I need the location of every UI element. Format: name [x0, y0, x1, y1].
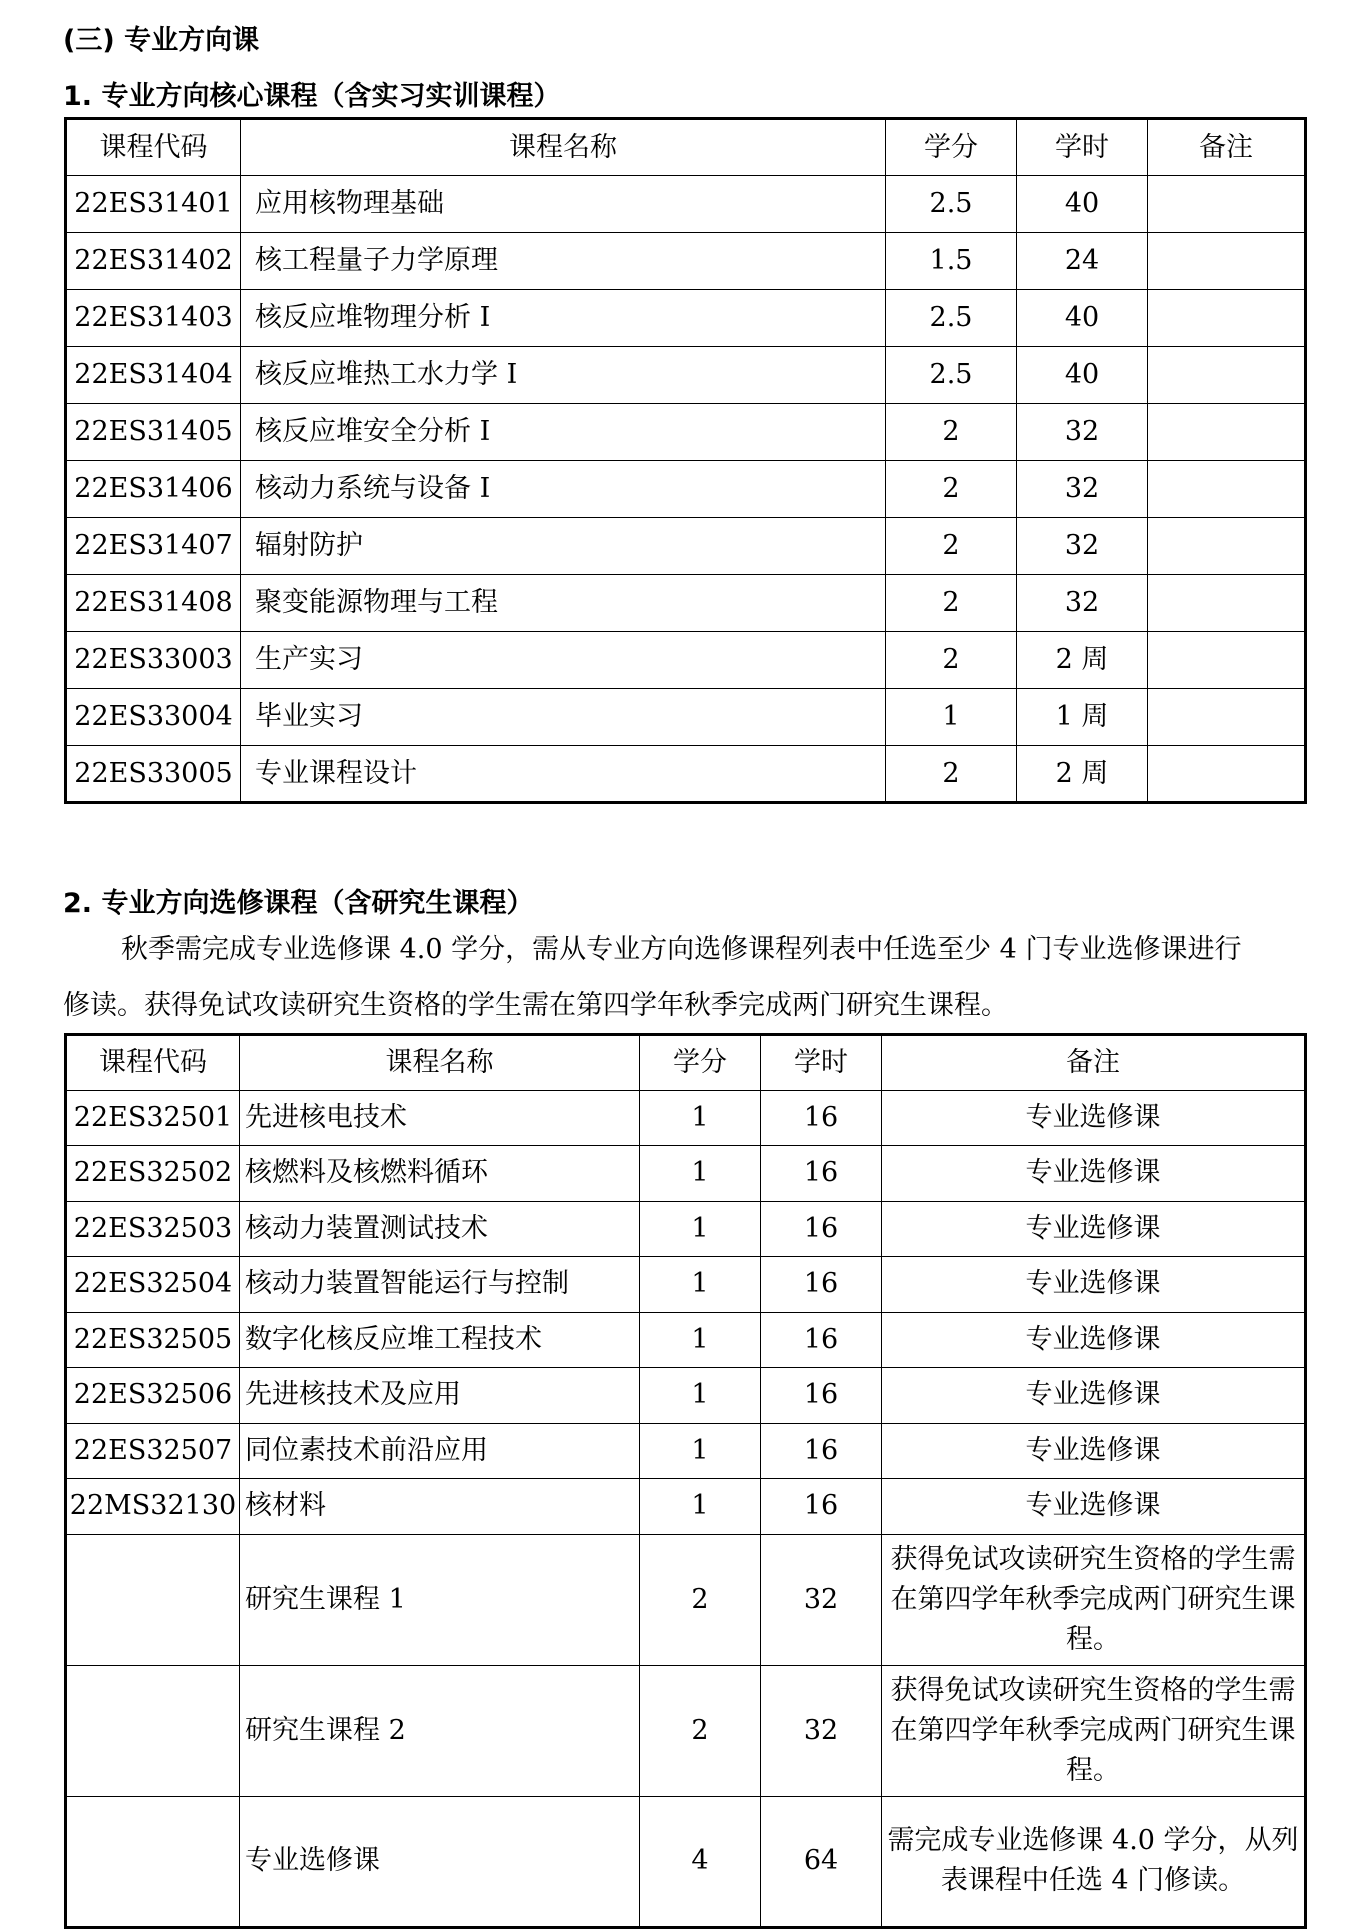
- hours-cell: 32: [1017, 461, 1148, 518]
- course-name-cell: 核反应堆物理分析 I: [241, 290, 886, 347]
- remarks-cell: 获得免试攻读研究生资格的学生需在第四学年秋季完成两门研究生课程。: [882, 1534, 1306, 1665]
- course-code-cell: [66, 1796, 240, 1927]
- header-course-code: 课程代码: [66, 1035, 240, 1091]
- remarks-cell: 专业选修课: [882, 1479, 1306, 1535]
- course-name-cell: 核工程量子力学原理: [241, 233, 886, 290]
- course-code-cell: 22ES31408: [66, 575, 241, 632]
- header-credits: 学分: [886, 119, 1017, 176]
- course-code-cell: 22ES32505: [66, 1312, 240, 1368]
- remarks-cell: [1148, 347, 1306, 404]
- table-row: [66, 1665, 1306, 1796]
- header-hours: 学时: [1017, 119, 1148, 176]
- hours-cell: 32: [761, 1665, 882, 1796]
- remarks-cell: 获得免试攻读研究生资格的学生需在第四学年秋季完成两门研究生课程。: [882, 1665, 1306, 1796]
- course-name-cell: 同位素技术前沿应用: [240, 1423, 640, 1479]
- course-name-cell: 核动力装置智能运行与控制: [240, 1257, 640, 1313]
- remarks-cell: 专业选修课: [882, 1257, 1306, 1313]
- table-row: [66, 1201, 1306, 1257]
- course-code-cell: 22ES31404: [66, 347, 241, 404]
- hours-cell: 32: [761, 1534, 882, 1665]
- header-course-name: 课程名称: [240, 1035, 640, 1091]
- course-code-cell: 22ES31402: [66, 233, 241, 290]
- course-name-cell: 毕业实习: [241, 689, 886, 746]
- credits-cell: 1: [640, 1257, 761, 1313]
- course-name-cell: 专业选修课: [240, 1796, 640, 1927]
- credits-cell: 2: [640, 1534, 761, 1665]
- remarks-cell: 专业选修课: [882, 1312, 1306, 1368]
- course-code-cell: 22ES32506: [66, 1368, 240, 1424]
- header-remarks: 备注: [882, 1035, 1306, 1091]
- credits-cell: 1: [640, 1201, 761, 1257]
- table-row: [66, 404, 1306, 461]
- course-name-cell: 先进核技术及应用: [240, 1368, 640, 1424]
- credits-cell: 2: [886, 518, 1017, 575]
- table-row: [66, 290, 1306, 347]
- elective-courses-heading: 2. 专业方向选修课程（含研究生课程）: [63, 888, 534, 919]
- table-row: [66, 176, 1306, 233]
- course-name-cell: 应用核物理基础: [241, 176, 886, 233]
- hours-cell: 16: [761, 1423, 882, 1479]
- table-header-row: [66, 1035, 1306, 1091]
- course-name-cell: 核动力装置测试技术: [240, 1201, 640, 1257]
- remarks-cell: [1148, 233, 1306, 290]
- course-code-cell: 22ES31407: [66, 518, 241, 575]
- course-code-cell: 22ES32507: [66, 1423, 240, 1479]
- course-code-cell: 22ES32503: [66, 1201, 240, 1257]
- course-code-cell: 22ES32504: [66, 1257, 240, 1313]
- table-row: [66, 575, 1306, 632]
- credits-cell: 2: [640, 1665, 761, 1796]
- credits-cell: 1: [640, 1090, 761, 1146]
- table-row: [66, 1368, 1306, 1424]
- hours-cell: 40: [1017, 347, 1148, 404]
- hours-cell: 32: [1017, 518, 1148, 575]
- course-code-cell: 22ES32501: [66, 1090, 240, 1146]
- remarks-cell: [1148, 290, 1306, 347]
- remarks-cell: [1148, 689, 1306, 746]
- credits-cell: 1: [886, 689, 1017, 746]
- section-title: (三) 专业方向课: [63, 25, 260, 56]
- credits-cell: 2.5: [886, 176, 1017, 233]
- remarks-cell: 专业选修课: [882, 1423, 1306, 1479]
- course-code-cell: 22ES32502: [66, 1146, 240, 1202]
- hours-cell: 16: [761, 1090, 882, 1146]
- remarks-cell: 专业选修课: [882, 1090, 1306, 1146]
- course-code-cell: 22ES33005: [66, 746, 241, 803]
- course-code-cell: [66, 1534, 240, 1665]
- course-name-cell: 核反应堆热工水力学 I: [241, 347, 886, 404]
- course-code-cell: 22ES31403: [66, 290, 241, 347]
- table-header-row: [66, 119, 1306, 176]
- hours-cell: 32: [1017, 575, 1148, 632]
- remarks-cell: [1148, 461, 1306, 518]
- course-name-cell: 辐射防护: [241, 518, 886, 575]
- remarks-cell: [1148, 518, 1306, 575]
- credits-cell: 2: [886, 632, 1017, 689]
- credits-cell: 1: [640, 1146, 761, 1202]
- credits-cell: 2.5: [886, 290, 1017, 347]
- credits-cell: 2: [886, 575, 1017, 632]
- hours-cell: 16: [761, 1479, 882, 1535]
- credits-cell: 4: [640, 1796, 761, 1927]
- hours-cell: 16: [761, 1201, 882, 1257]
- hours-cell: 2 周: [1017, 632, 1148, 689]
- header-credits: 学分: [640, 1035, 761, 1091]
- course-name-cell: 聚变能源物理与工程: [241, 575, 886, 632]
- credits-cell: 2: [886, 746, 1017, 803]
- credits-cell: 1: [640, 1423, 761, 1479]
- core-courses-heading: 1. 专业方向核心课程（含实习实训课程）: [63, 81, 561, 112]
- hours-cell: 16: [761, 1257, 882, 1313]
- hours-cell: 64: [761, 1796, 882, 1927]
- course-name-cell: 核反应堆安全分析 I: [241, 404, 886, 461]
- credits-cell: 2: [886, 461, 1017, 518]
- course-name-cell: 专业课程设计: [241, 746, 886, 803]
- remarks-cell: 专业选修课: [882, 1201, 1306, 1257]
- remarks-cell: [1148, 176, 1306, 233]
- course-name-cell: 研究生课程 2: [240, 1665, 640, 1796]
- course-code-cell: 22ES31405: [66, 404, 241, 461]
- course-code-cell: [66, 1665, 240, 1796]
- table-row: [66, 689, 1306, 746]
- table-row: [66, 1796, 1306, 1927]
- credits-cell: 2: [886, 404, 1017, 461]
- remarks-cell: [1148, 632, 1306, 689]
- hours-cell: 40: [1017, 290, 1148, 347]
- remarks-cell: [1148, 404, 1306, 461]
- course-code-cell: 22ES31406: [66, 461, 241, 518]
- credits-cell: 2.5: [886, 347, 1017, 404]
- table-row: [66, 1534, 1306, 1665]
- course-name-cell: 核动力系统与设备 I: [241, 461, 886, 518]
- hours-cell: 16: [761, 1146, 882, 1202]
- elective-courses-table: [64, 1033, 1307, 1929]
- course-name-cell: 研究生课程 1: [240, 1534, 640, 1665]
- course-name-cell: 数字化核反应堆工程技术: [240, 1312, 640, 1368]
- elective-description: [63, 922, 1313, 1034]
- credits-cell: 1: [640, 1312, 761, 1368]
- table-row: [66, 632, 1306, 689]
- hours-cell: 1 周: [1017, 689, 1148, 746]
- table-row: [66, 461, 1306, 518]
- credits-cell: 1: [640, 1368, 761, 1424]
- hours-cell: 2 周: [1017, 746, 1148, 803]
- course-name-cell: 核材料: [240, 1479, 640, 1535]
- course-name-cell: 核燃料及核燃料循环: [240, 1146, 640, 1202]
- table-row: [66, 1423, 1306, 1479]
- remarks-cell: 专业选修课: [882, 1146, 1306, 1202]
- header-course-code: 课程代码: [66, 119, 241, 176]
- header-hours: 学时: [761, 1035, 882, 1091]
- elective-description-line-1: 秋季需完成专业选修课 4.0 学分，需从专业方向选修课程列表中任选至少 4 门专业选修课进行: [121, 934, 1242, 965]
- table-row: [66, 1146, 1306, 1202]
- hours-cell: 16: [761, 1368, 882, 1424]
- table-row: [66, 1479, 1306, 1535]
- hours-cell: 32: [1017, 404, 1148, 461]
- hours-cell: 16: [761, 1312, 882, 1368]
- remarks-cell: 专业选修课: [882, 1368, 1306, 1424]
- course-name-cell: 先进核电技术: [240, 1090, 640, 1146]
- remarks-cell: 需完成专业选修课 4.0 学分，从列表课程中任选 4 门修读。: [882, 1796, 1306, 1927]
- course-code-cell: 22ES33003: [66, 632, 241, 689]
- course-code-cell: 22ES33004: [66, 689, 241, 746]
- header-remarks: 备注: [1148, 119, 1306, 176]
- core-courses-table: [64, 117, 1307, 804]
- remarks-cell: [1148, 746, 1306, 803]
- credits-cell: 1: [640, 1479, 761, 1535]
- credits-cell: 1.5: [886, 233, 1017, 290]
- table-row: [66, 1257, 1306, 1313]
- table-row: [66, 347, 1306, 404]
- remarks-cell: [1148, 575, 1306, 632]
- table-row: [66, 746, 1306, 803]
- hours-cell: 40: [1017, 176, 1148, 233]
- elective-description-line-2: 修读。获得免试攻读研究生资格的学生需在第四学年秋季完成两门研究生课程。: [63, 990, 1008, 1021]
- table-row: [66, 1090, 1306, 1146]
- table-row: [66, 233, 1306, 290]
- header-course-name: 课程名称: [241, 119, 886, 176]
- course-code-cell: 22MS32130: [66, 1479, 240, 1535]
- course-code-cell: 22ES31401: [66, 176, 241, 233]
- table-row: [66, 518, 1306, 575]
- hours-cell: 24: [1017, 233, 1148, 290]
- course-name-cell: 生产实习: [241, 632, 886, 689]
- table-row: [66, 1312, 1306, 1368]
